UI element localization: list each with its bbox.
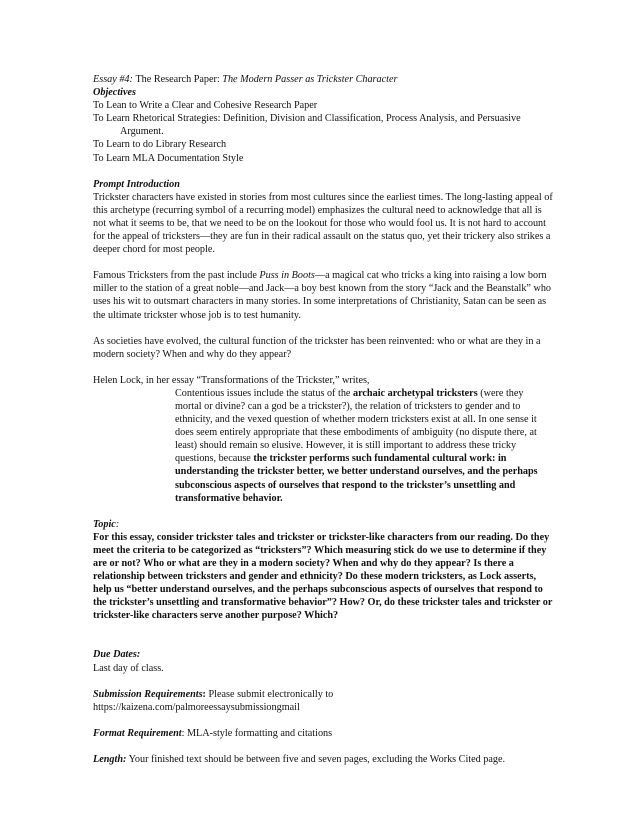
topic-text: For this essay, consider trickster tales and trickster or trickster-like characters from our reading. Do they meet the criteria to be categorized as “tricksters”? Which measuring stick do we use to determine if they are or not? Who or what are they in a modern society? When and why do they appear? Is there a relationship between tricksters and gender and ethnicity? Do these modern tricksters, as Lock asserts, help us “better understand ourselves, and the perhaps subconscious aspects of ourselves that respond to the trickster’s unsettling and transformative behavior”? How? Or, do these trickster tales and trickster or trickster-like characters serve another purpose? Which? [93,531,553,622]
topic-label: Topic [93,518,116,530]
quote-text-a: Contentious issues include the status of the [175,387,353,399]
objective-item: To Learn Rhetorical Strategies: Definition, Division and Classification, Process Analysis, and Persuasive Argument. [93,113,521,138]
objective-item: To Learn to do Library Research [93,139,227,151]
title-prefix: Essay #4: [93,74,136,85]
prompt-paragraph-2 [93,269,553,321]
prompt-paragraph-1: Trickster characters have existed in stories from most cultures since the earliest times. The long-lasting appeal of this archetype (recurring symbol of a recurring model) emphasizes the cultural need to acknowledge that all is not what it seems to be, that we need to be on the lookout for those who would fool us. It is not hard to account for the appeal of tricksters—they are fun in their radical assault on the status quo, yet their trickery also strikes a deeper chord for most people. [93,191,553,256]
document-page [93,73,553,766]
due-heading: Due Dates: [93,649,141,661]
due-text: Last day of class. [93,662,164,674]
p2-italic: Puss in Boots [259,270,315,282]
p2-text-a: Famous Tricksters from the past include [93,270,260,282]
prompt-paragraph-3: As societies have evolved, the cultural function of the trickster has been reinvented: who or what are they in a modern society? When and why do they appear? [93,335,541,360]
topic-colon: : [115,518,120,530]
quote-text-b: (were they mortal or divine? can a god be a trickster?), the relation of tricksters to gender and to ethnicity, and the vexed question of whether modern tricksters exist at all. In one sense it does seem entirely appropriate that these embodiments of ambiguity (no dispute there, at least) should remain so elusive. However, it is still important to address these tricky questions, because [175,387,537,465]
format-text: : MLA-style formatting and citations [181,727,333,739]
title-subject: The Modern Passer as Trickster Character [222,74,398,85]
submission-colon: : [202,688,206,700]
topic-heading [93,518,553,531]
objective-item: To Learn MLA Documentation Style [93,152,244,164]
format-line [93,727,553,740]
quote-bold-2: the trickster performs such fundamental cultural work: in understanding the trickster better, we better understand ourselves, and the perhaps subconscious aspects of ourselves that respond to the trickster’s unsettling and transformative behavior. [175,453,538,504]
p2-text-b: —a magical cat who tricks a king into raising a low born miller to the station of a great noble—and Jack—a boy best known from the story “Jack and the Beanstalk” who uses his wit to outsmart characters in many stories. In some interpretations of Christianity, Satan can be seen as the ultimate trickster whose job is to test humanity. [93,270,552,321]
block-quote [175,387,543,505]
prompt-paragraph-4: Helen Lock, in her essay “Transformations of the Trickster,” writes, [93,374,370,386]
length-label: Length: [93,753,127,765]
objectives-heading: Objectives [93,87,136,99]
objective-item: To Lean to Write a Clear and Cohesive Research Paper [93,100,318,112]
submission-text: Please submit electronically to [205,688,334,700]
submission-line [93,688,553,701]
length-text: Your finished text should be between five and seven pages, excluding the Works Cited page. [126,753,506,765]
quote-bold-1: archaic archetypal tricksters [352,387,478,399]
title-middle: The Research Paper: [135,74,223,85]
essay-title [93,73,553,86]
prompt-heading: Prompt Introduction [93,178,180,190]
format-label: Format Requirement [93,727,182,739]
submission-url: https://kaizena.com/palmoreessaysubmissiongmail [93,701,300,713]
submission-label: Submission Requirements [93,688,203,700]
length-line [93,753,553,766]
